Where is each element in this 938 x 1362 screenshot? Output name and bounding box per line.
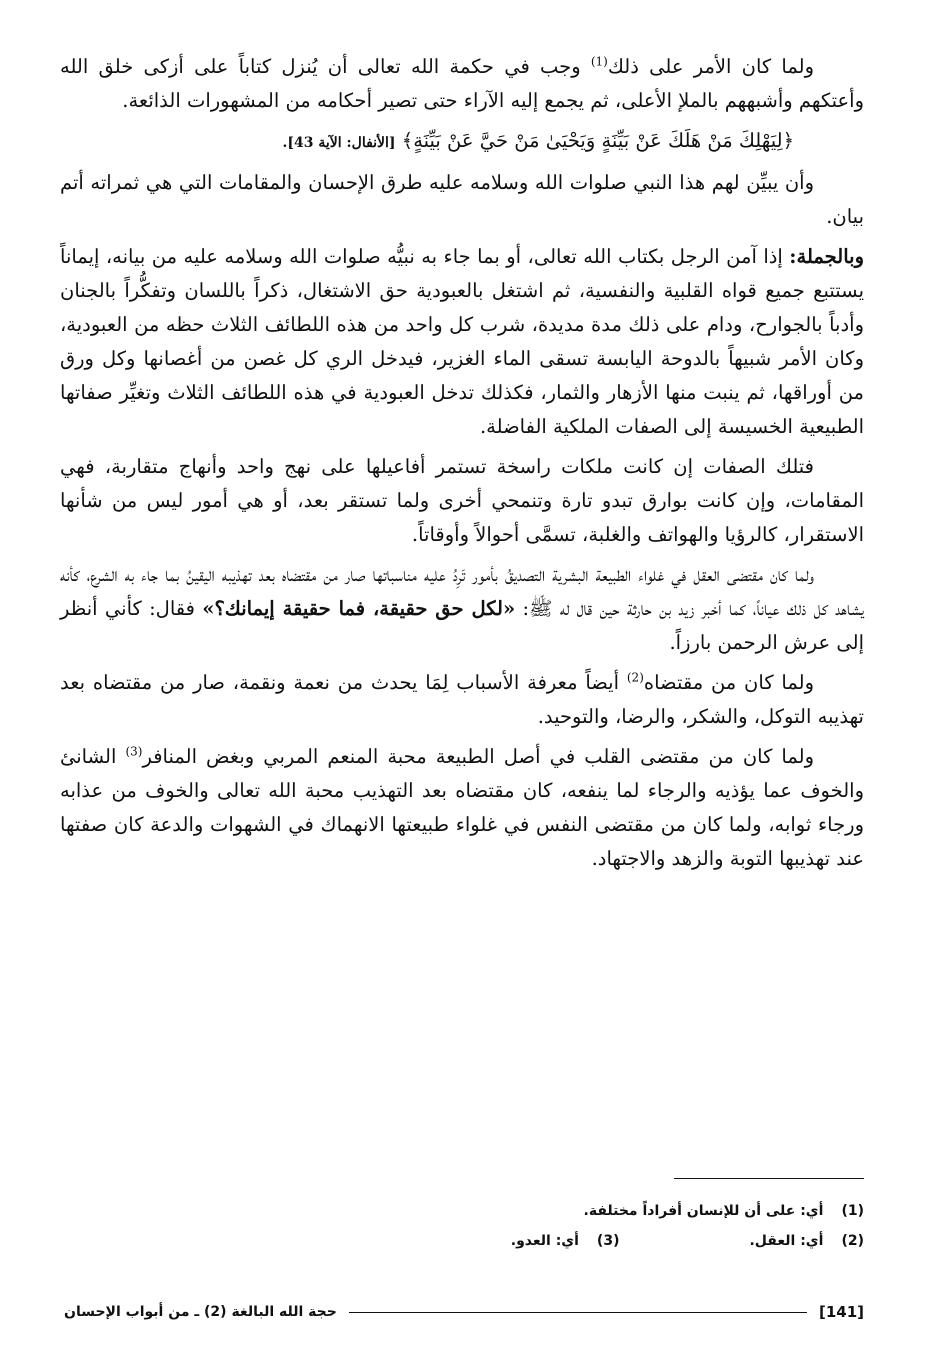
page-body	[60, 50, 864, 882]
paragraph-3-body: إذا آمن الرجل بكتاب الله تعالى، أو بما جاء به نبيُّه صلوات الله وسلامه عليه من بيانه، إيماناً يستتبع جميع قواه القلبية والنفسية، ثم اشتغل بالعبودية حق الاشتغال، ذكراً باللسان وتفكُّراً بالجنان وأدباً بالجوارح، ودام على ذلك مدة مديدة، شرب كل واحد من هذه اللطائف الثلاث حظه من العبودية، وكان الأمر شبيهاً بالدوحة اليابسة تسقى الماء الغزير، فيدخل الري كل غصن من أغصانها وكل ورق من أوراقها، ثم ينبت منها الأزهار والثمار، فكذلك تدخل العبودية في هذه اللطائف الثلاث وتغيِّر صفاتها الطبيعية الخسيسة إلى الصفات الملكية الفاضلة.	[60, 245, 864, 438]
paragraph-2: وأن يبيِّن لهم هذا النبي صلوات الله وسلامه عليه طرق الإحسان والمقامات التي هي ثمراته أتم بيان.	[60, 171, 864, 228]
paragraph-6-start: ولما كان من مقتضاه	[643, 671, 814, 694]
page-footer	[64, 1300, 864, 1324]
paragraph-5	[60, 558, 864, 660]
footnote-ref-1[interactable]: (1)	[590, 54, 608, 69]
footnote-1-number: (1)	[841, 1203, 864, 1219]
paragraph-3-lead: وبالجملة:	[789, 245, 864, 268]
footnote-3-number: (3)	[596, 1233, 620, 1249]
paragraph-6	[60, 666, 864, 734]
paragraph-7-start: ولما كان من مقتضى القلب في أصل الطبيعة محبة المنعم المربي وبغض المنافر	[142, 745, 814, 768]
footnote-ref-3[interactable]: (3)	[125, 744, 143, 759]
footnote-2-number: (2)	[841, 1233, 864, 1249]
paragraph-4: فتلك الصفات إن كانت ملكات راسخة تستمر أفاعيلها على نهج واحد وأنهاج متقاربة، فهي المقامات، وإن كانت بوارق تبدو تارة وتنمحي أخرى ولما تستقر بعد، أو هي أمور ليس من شأنها الاستقرار، كالرؤيا والهواتف والغلبة، تسمَّى أحوالاً وأوقاتاً.	[60, 455, 864, 546]
footnote-2	[749, 1226, 864, 1256]
footnote-row-2	[74, 1226, 864, 1256]
paragraph-3	[60, 240, 864, 444]
footer-rule	[349, 1312, 807, 1313]
verse-text: ﴿لِيَهْلِكَ مَنْ هَلَكَ عَنْ بَيِّنَةٍ وَيَحْيَىٰ مَنْ حَيَّ عَنْ بَيِّنَةٍ﴾	[401, 129, 794, 152]
paragraph-1-start: ولما كان الأمر على ذلك	[607, 55, 815, 78]
paragraph-1	[60, 50, 864, 118]
hadith-quote: «لكل حق حقيقة، فما حقيقة إيمانك؟»	[202, 597, 516, 620]
footnotes	[74, 1196, 864, 1256]
verse-reference: [الأنفال: الآية 43].	[282, 135, 396, 151]
quran-verse	[60, 124, 864, 160]
footnote-1-text: أي: على أن للإنسان أفراداً مختلفة.	[583, 1203, 824, 1219]
paragraph-6-end: أيضاً معرفة الأسباب لِمَا يحدث من نعمة ونقمة، صار من مقتضاه بعد تهذيبه التوكل، والشكر، والرضا، والتوحيد.	[60, 671, 864, 728]
paragraph-7	[60, 740, 864, 876]
footnote-2-text: أي: العقل.	[749, 1233, 824, 1249]
page-number: [141]	[818, 1303, 864, 1321]
footnote-3-text: أي: العدو.	[510, 1233, 579, 1249]
footnote-3	[511, 1226, 620, 1256]
paragraph-1-end: وجب في حكمة الله تعالى أن يُنزل كتاباً على أزكى خلق الله وأعتكهم وأشبههم بالملإ الأعلى، ثم يجمع إليه الآراء حتى تصير أحكامه من المشهورات الذائعة.	[60, 55, 864, 112]
running-title: حجة الله البالغة (2) ـ من أبواب الإحسان	[64, 1304, 337, 1320]
footnote-divider	[674, 1178, 864, 1179]
paragraph-5-start: ولما كان مقتضى العقل في غلواء الطبيعة البشرية التصديقُ بأمور تَرِدُ عليه مناسباتها صار من مقتضاه بعد تهذيبه اليقينُ بما جاء به الشرع، كأنه يشاهد كل ذلك عياناً، كما أخبر زيد بن حارثة حين قال له ﷺ:	[60, 563, 865, 620]
footnote-1	[74, 1196, 864, 1226]
paragraph-7-end: الشانئ والخوف عما يؤذيه والرجاء لما ينفعه، كان مقتضاه بعد التهذيب محبة الله تعالى والخوف من عذابه ورجاء ثوابه، ولما كان من مقتضى النفس في غلواء طبيعتها الانهماك في الشهوات والدعة كان صفتها عند تهذيبها التوبة والزهد والاجتهاد.	[60, 745, 864, 870]
paragraph-5-end: فقال: كأني أنظر إلى عرش الرحمن بارزاً.	[60, 597, 864, 654]
footnote-ref-2[interactable]: (2)	[626, 670, 644, 685]
